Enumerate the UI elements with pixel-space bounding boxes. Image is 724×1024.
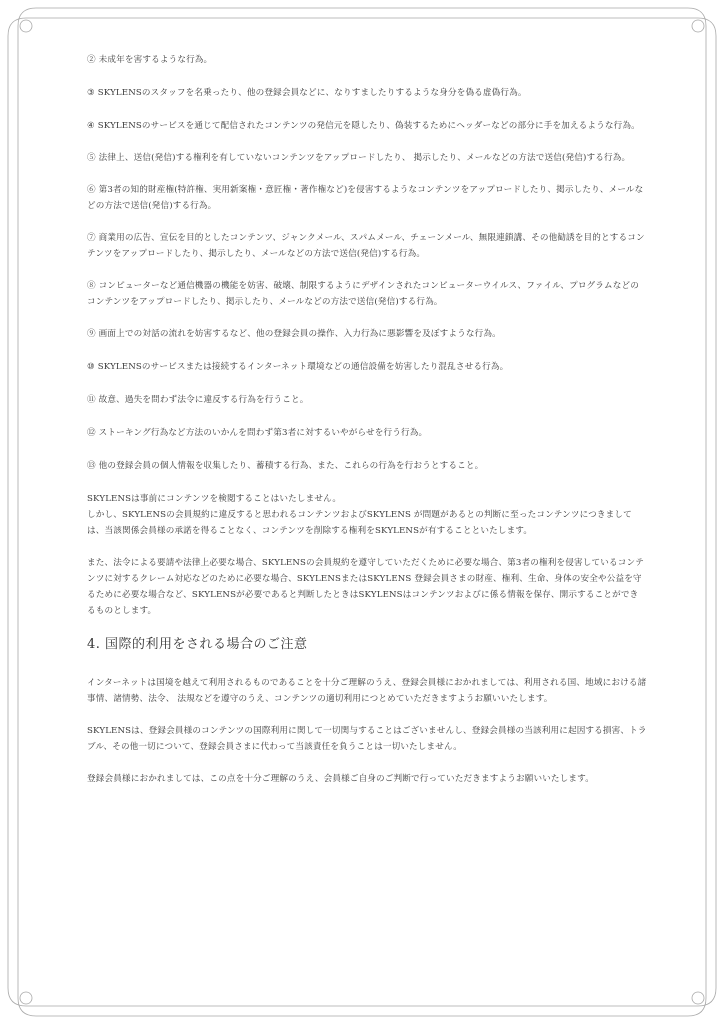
list-item: ⑪ 故意、過失を問わず法令に違反する行為を行うこと。 (87, 395, 309, 405)
list-item: ⑦ 商業用の広告、宣伝を目的としたコンテンツ、ジャンクメール、スパムメール、チェーンメール、無限連鎖講、その他勧誘を目的とするコンテンツをアップロードしたり、掲示したり、メールなどの方法で送信(発信)する行為。 (87, 233, 645, 259)
paragraph-self-judgement: 登録会員様におかれましては、この点を十分ご理解のうえ、会員様ご自身のご判断で行っていただきますようお願いいたします。 (87, 774, 594, 784)
paragraph-international-use: インターネットは国境を越えて利用されるものであることを十分ご理解のうえ、登録会員様におかれましては、利用される国、地域における諸事情、諸情勢、法令、 法規などを遵守のうえ、コンテンツの適切利用につとめていただきますようお願いいたします。 (87, 678, 647, 704)
list-item: ⑩ SKYLENSのサービスまたは接続するインターネット環境などの通信設備を妨害したり混乱させる行為。 (87, 362, 509, 372)
paragraph-information-disclosure: また、法令による要請や法律上必要な場合、SKYLENSの会員規約を遵守していただくために必要な場合、第3者の権利を侵害しているコンテンツに対するクレーム対応などのために必要な場合、SKYLENSまたはSKYLENS 登録会員さまの財産、権利、生命、身体の安全や公益を守るために必要な場合など、SKYLENSが必要であると判断したときはSKYLENSはコンテンツおよびに係る情報を保存、開示することができるものとします。 (87, 558, 644, 616)
list-item: ⑨ 画面上での対話の流れを妨害するなど、他の登録会員の操作、入力行為に悪影響を及ぼすような行為。 (87, 329, 501, 339)
paragraph-content-removal: しかし、SKYLENSの会員規約に違反すると思われるコンテンツおよびSKYLENS が問題があるとの判断に至ったコンテンツにつきましては、当該関係会員様の承諾を得ることなく、コンテンツを削除する権利をSKYLENSが有することといたします。 (87, 510, 632, 536)
paragraph-no-censorship: SKYLENSは事前にコンテンツを検閲することはいたしません。 (87, 494, 342, 504)
list-item: ⑫ ストーキング行為など方法のいかんを問わず第3者に対するいやがらせを行う行為。 (87, 428, 428, 438)
list-item: ④ SKYLENSのサービスを通じて配信されたコンテンツの発信元を隠したり、偽装するためにヘッダーなどの部分に手を加えるような行為。 (87, 121, 640, 131)
list-item: ⑥ 第3者の知的財産権(特許権、実用新案権・意匠権・著作権など)を侵害するようなコンテンツをアップロードしたり、掲示したり、メールなどの方法で送信(発信)する行為。 (87, 185, 644, 211)
paragraph-liability: SKYLENSは、登録会員様のコンテンツの国際利用に関して一切関与することはございませんし、登録会員様の当該利用に起因する損害、トラブル、その他一切について、登録会員さまに代わって当該責任を負うことは一切いたしません。 (87, 726, 647, 752)
list-item: ⑬ 他の登録会員の個人情報を収集したり、蓄積する行為、また、これらの行為を行おうとすること。 (87, 461, 484, 471)
list-item: ⑤ 法律上、送信(発信)する権利を有していないコンテンツをアップロードしたり、 掲示したり、メールなどの方法で送信(発信)する行為。 (87, 153, 631, 163)
list-item: ② 未成年を害するような行為。 (87, 55, 213, 65)
section-title: 4. 国際的利用をされる場合のご注意 (87, 637, 308, 652)
list-item: ⑧ コンピューターなど通信機器の機能を妨害、破壊、制限するようにデザインされたコンピューターウイルス、ファイル、プログラムなどのコンテンツをアップロードしたり、掲示したり、メールなどの方法で送信(発信)する行為。 (87, 281, 639, 307)
list-item: ③ SKYLENSのスタッフを名乗ったり、他の登録会員などに、なりすましたりするような身分を偽る虚偽行為。 (87, 88, 527, 98)
document-body (87, 52, 647, 803)
